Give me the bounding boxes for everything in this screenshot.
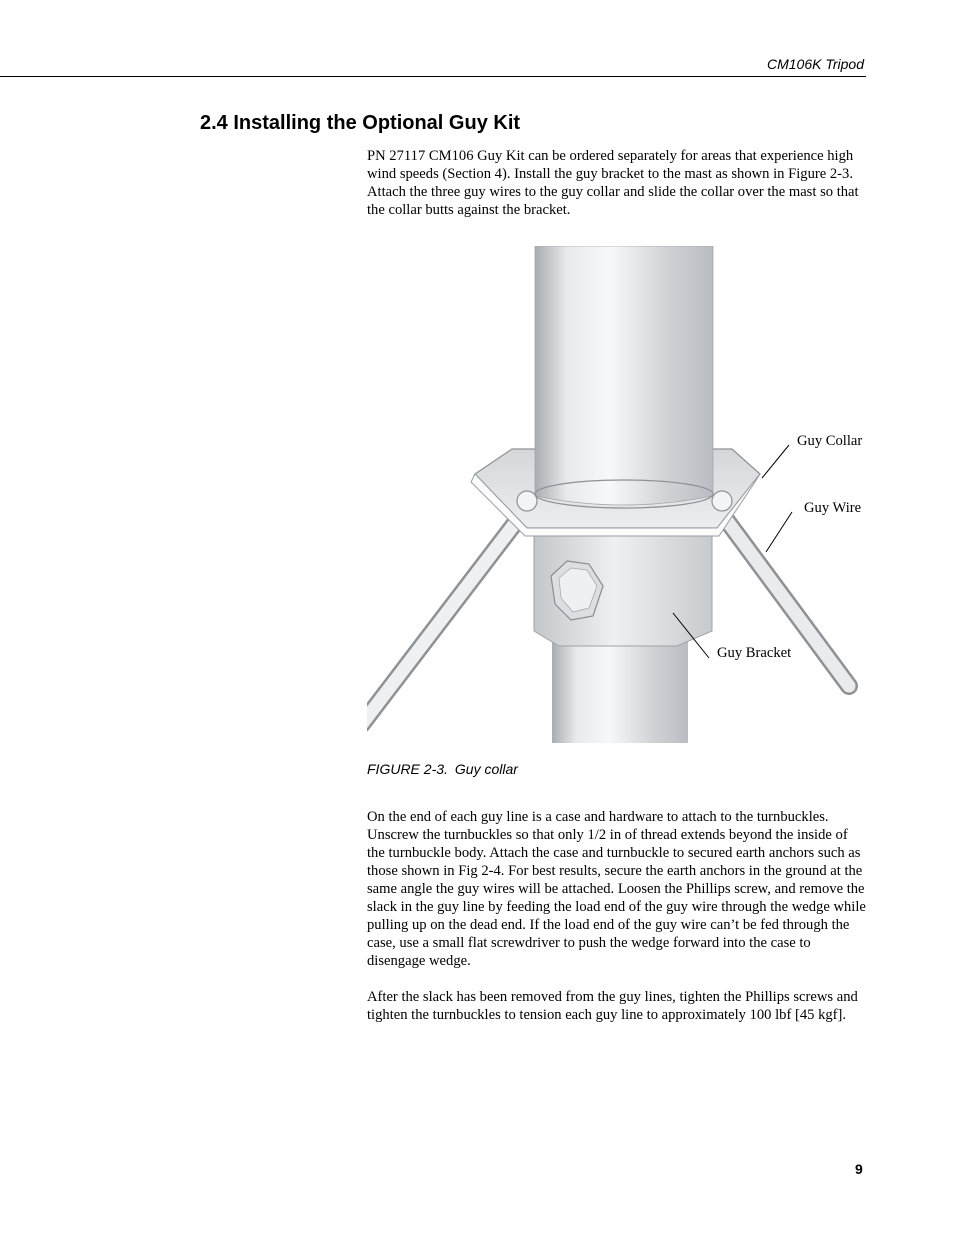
- body-paragraph-1: On the end of each guy line is a case and hardware to attach to the turnbuckles. Unscrew the turnbuckles so that only 1/2 in of thread extends beyond the inside of the turnbuckle body. Attach the case and turnbuckle to secured earth anchors such as those shown in Fig 2-4. For best results, secure the earth anchors in the ground at the same angle the guy wires will be attached. Loosen the Phillips screw, and remove the slack in the guy line by feeding the load end of the guy wire through the wedge while pulling up on the dead end. If the load end of the guy wire can’t be fed through the case, use a small flat screwdriver to push the wedge forward into the case to disengage wedge.: [367, 809, 866, 969]
- body-paragraph-2: After the slack has been removed from the guy lines, tighten the Phillips screws and tighten the turnbuckles to tension each guy line to approximately 100 lbf [45 kgf].: [367, 989, 858, 1023]
- figure-caption: [367, 761, 518, 777]
- guy-collar-illustration: [367, 246, 867, 743]
- figure-caption-text: Guy collar: [454, 761, 518, 777]
- header-rule: [0, 76, 866, 77]
- guy-bracket: [534, 534, 712, 646]
- guy-collar-label: Guy Collar: [797, 433, 863, 449]
- intro-paragraph: PN 27117 CM106 Guy Kit can be ordered separately for areas that experience high wind speeds (Section 4). Install the guy bracket to the mast as shown in Figure 2-3. Attach the three guy wires to the guy collar and slide the collar over the mast so that the collar butts against the bracket.: [367, 148, 859, 218]
- page-number: 9: [855, 1161, 863, 1177]
- guy-collar-figure: [367, 246, 867, 743]
- wire-leader-line: [766, 512, 792, 552]
- running-header: CM106K Tripod: [766, 56, 864, 72]
- guy-wire-label: Guy Wire: [804, 500, 862, 516]
- wire-eye-left: [517, 491, 537, 511]
- guy-wire-left: [367, 514, 522, 724]
- section-title: 2.4 Installing the Optional Guy Kit: [200, 112, 521, 134]
- figure-number: FIGURE 2-3.: [367, 761, 448, 777]
- guy-bracket-label: Guy Bracket: [717, 645, 792, 661]
- wire-eye-right: [712, 491, 732, 511]
- mast-upper: [535, 246, 713, 505]
- collar-leader-line: [762, 445, 789, 478]
